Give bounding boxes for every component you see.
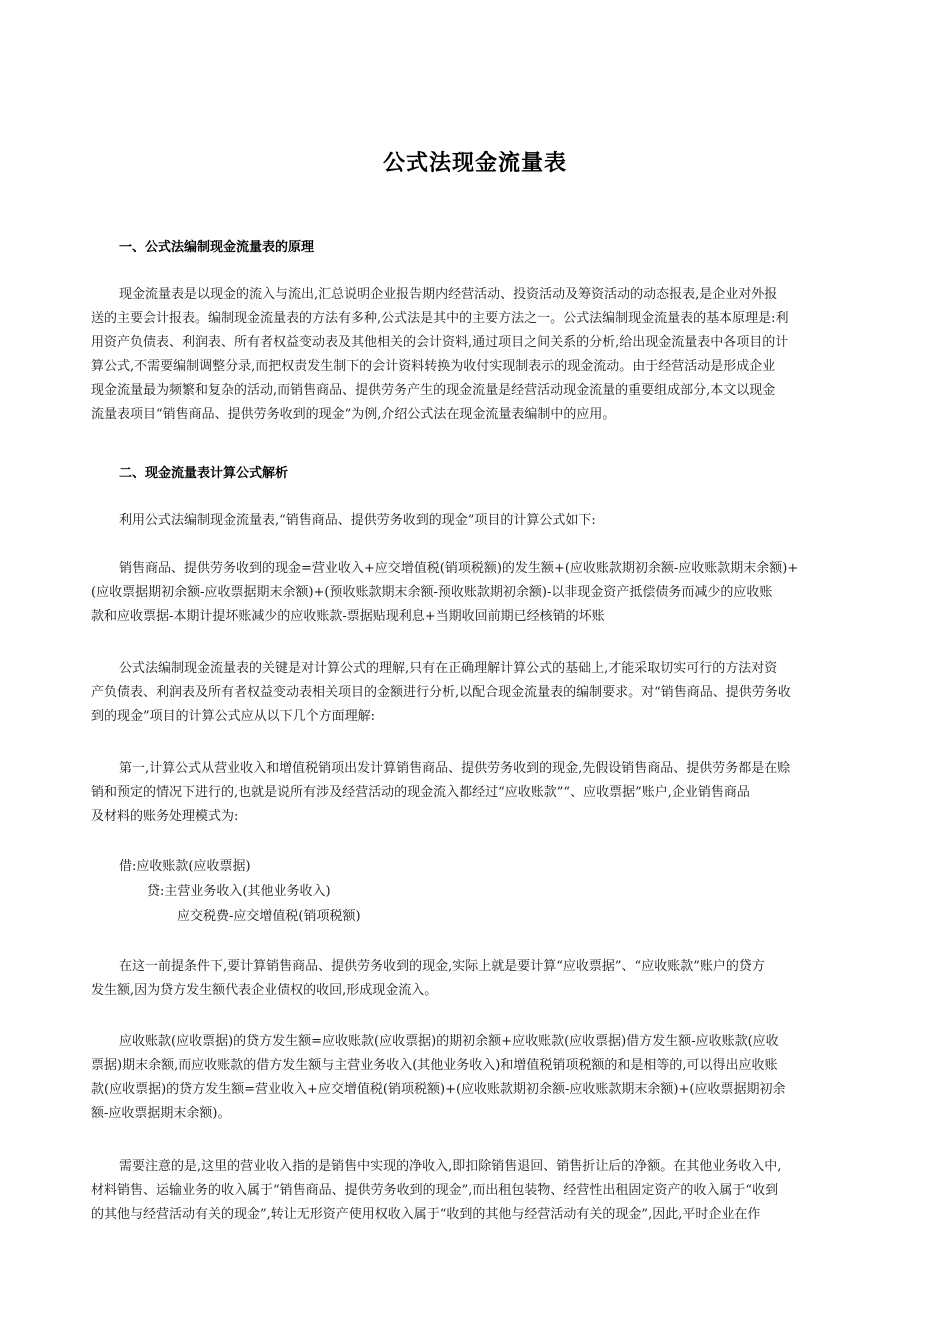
text-line: 到的现金”项目的计算公式应从以下几个方面理解: bbox=[91, 709, 376, 724]
journal-credit-revenue: 贷:主营业务收入(其他业务收入) bbox=[147, 884, 331, 899]
text-line: 产负债表、利润表及所有者权益变动表相关项目的金额进行分析,以配合现金流量表的编制要求。对“销售商品、提供劳务收 bbox=[91, 685, 791, 700]
paragraph-premise bbox=[91, 955, 861, 1003]
text-line: 的其他与经营活动有关的现金”,转让无形资产使用权收入属于“收到的其他与经营活动有关的现金”,因此,平时企业在作 bbox=[91, 1207, 761, 1222]
section-heading-formula: 二、现金流量表计算公式解析 bbox=[119, 466, 289, 481]
paragraph-formula-key bbox=[91, 657, 861, 729]
text-line: 流量表项目“销售商品、提供劳务收到的现金”为例,介绍公式法在现金流量表编制中的应用。 bbox=[91, 407, 616, 422]
text-line: 需要注意的是,这里的营业收入指的是销售中实现的净收入,即扣除销售退回、销售折让后的净额。在其他业务收入中, bbox=[119, 1159, 782, 1174]
text-line: 销和预定的情况下进行的,也就是说所有涉及经营活动的现金流入都经过“应收账款”“、应收票据”账户,企业销售商品 bbox=[91, 785, 750, 800]
text-line: 票据)期末余额,而应收账款的借方发生额与主营业务收入(其他业务收入)和增值税销项税额的和是相等的,可以得出应收账 bbox=[91, 1058, 778, 1073]
text-line: 现金流量最为频繁和复杂的活动,而销售商品、提供劳务产生的现金流量是经营活动现金流量的重要组成部分,本文以现金 bbox=[91, 383, 776, 398]
text-line: 在这一前提条件下,要计算销售商品、提供劳务收到的现金,实际上就是要计算“应收票据”、“应收账款”账户的贷方 bbox=[119, 959, 765, 974]
text-line: 销售商品、提供劳务收到的现金=营业收入+应交增值税(销项税额)的发生额+(应收账款期初余额-应收账款期末余额)+ bbox=[119, 561, 799, 576]
text-line: 及材料的账务处理模式为: bbox=[91, 809, 239, 824]
page-title: 公式法现金流量表 bbox=[382, 151, 567, 176]
text-line: 利用公式法编制现金流量表,“销售商品、提供劳务收到的现金”项目的计算公式如下: bbox=[119, 513, 596, 528]
text-line: 款(应收票据)的贷方发生额=营业收入+应交增值税(销项税额)+(应收账款期初余额-应收账款期末余额)+(应收票据期初余 bbox=[91, 1082, 786, 1097]
text-line: 用资产负债表、利润表、所有者权益变动表及其他相关的会计资料,通过项目之间关系的分析,给出现金流量表中各项目的计 bbox=[91, 335, 789, 350]
text-line: (应收票据期初余额-应收票据期末余额)+(预收账款期末余额-预收账款期初余额)-以非现金资产抵偿债务而减少的应收账 bbox=[91, 585, 773, 600]
text-line: 第一,计算公式从营业收入和增值税销项出发计算销售商品、提供劳务收到的现金,先假设销售商品、提供劳务都是在赊 bbox=[119, 761, 791, 776]
text-line: 送的主要会计报表。编制现金流量表的方法有多种,公式法是其中的主要方法之一。公式法编制现金流量表的基本原理是:利 bbox=[91, 311, 789, 326]
paragraph-formula-intro bbox=[91, 509, 861, 533]
journal-debit: 借:应收账款(应收票据) bbox=[119, 859, 251, 874]
paragraph-note bbox=[91, 1155, 861, 1227]
text-line: 额-应收票据期末余额)。 bbox=[91, 1106, 231, 1121]
text-line: 材料销售、运输业务的收入属于“销售商品、提供劳务收到的现金”,而出租包装物、经营性出租固定资产的收入属于“收到 bbox=[91, 1183, 779, 1198]
paragraph-formula bbox=[91, 557, 861, 629]
text-line: 算公式,不需要编制调整分录,而把权责发生制下的会计资料转换为收付实现制表示的现金流动。由于经营活动是形成企业 bbox=[91, 359, 776, 374]
paragraph-first-point bbox=[91, 757, 861, 829]
text-line: 现金流量表是以现金的流入与流出,汇总说明企业报告期内经营活动、投资活动及筹资活动的动态报表,是企业对外报 bbox=[119, 287, 778, 302]
text-line: 应收账款(应收票据)的贷方发生额=应收账款(应收票据)的期初余额+应收账款(应收票据)借方发生额-应收账款(应收 bbox=[119, 1034, 779, 1049]
text-line: 发生额,因为贷方发生额代表企业债权的收回,形成现金流入。 bbox=[91, 983, 438, 998]
section-heading-principle: 一、公式法编制现金流量表的原理 bbox=[119, 240, 315, 255]
text-line: 款和应收票据-本期计提坏账减少的应收账款-票据贴现利息+当期收回前期已经核销的坏账 bbox=[91, 609, 605, 624]
paragraph-principle bbox=[91, 283, 861, 427]
text-line: 公式法编制现金流量表的关键是对计算公式的理解,只有在正确理解计算公式的基础上,才能采取切实可行的方法对资 bbox=[119, 661, 778, 676]
journal-credit-vat: 应交税费-应交增值税(销项税额) bbox=[177, 909, 361, 924]
paragraph-credit-amount bbox=[91, 1030, 861, 1126]
